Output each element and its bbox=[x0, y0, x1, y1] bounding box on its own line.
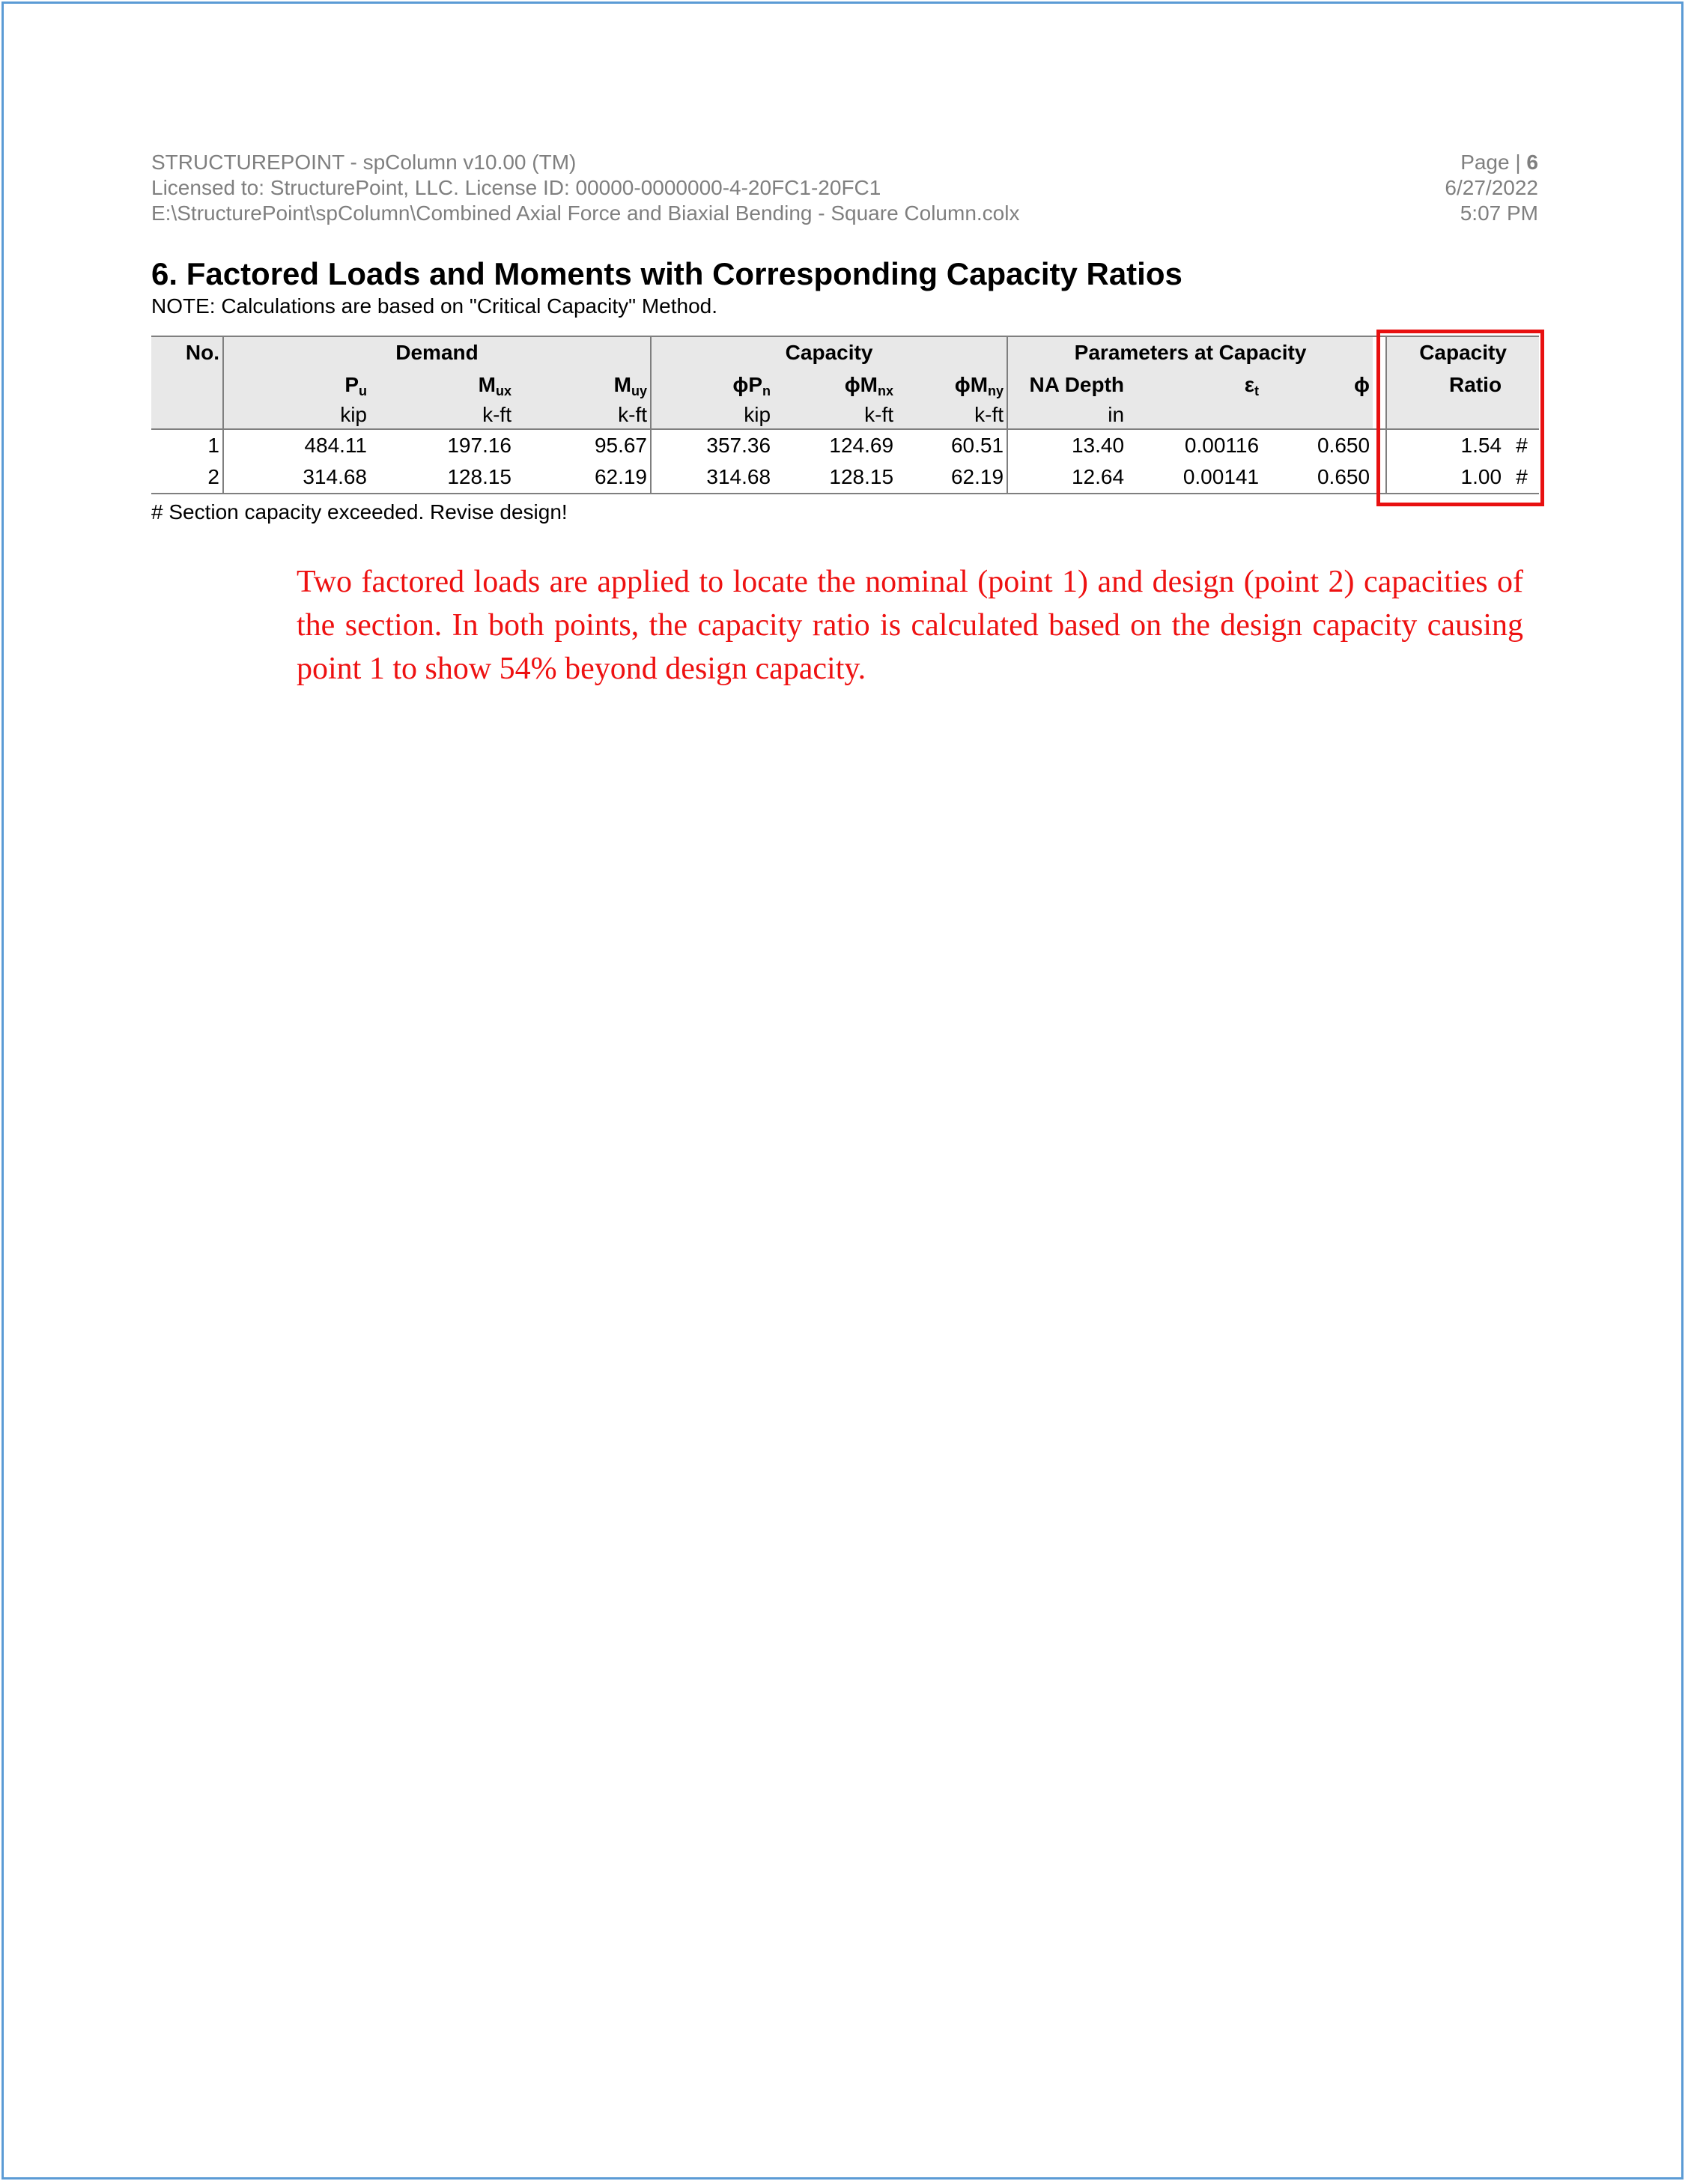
phimny-unit: k-ft bbox=[896, 401, 1007, 429]
page-frame bbox=[1, 1, 1684, 2180]
eps-t-header: $\varepsilon_t$ bbox=[1127, 368, 1262, 401]
symbol-header-row bbox=[151, 368, 1539, 401]
group-header-row bbox=[151, 336, 1539, 368]
page-label: Page | bbox=[1460, 151, 1527, 174]
phimny-header: $\phi M_{ny}$ bbox=[896, 368, 1007, 401]
muy-unit: k-ft bbox=[514, 401, 651, 429]
units-header-row bbox=[151, 401, 1539, 429]
section-title: 6. Factored Loads and Moments with Corresponding Capacity Ratios bbox=[151, 256, 1182, 291]
mux-header: $M_{ux}$ bbox=[370, 368, 514, 401]
capacity-ratio: 1.00 bbox=[1386, 461, 1505, 494]
report-date: 6/27/2022 bbox=[1445, 176, 1538, 199]
pu-header: $P_u$ bbox=[223, 368, 370, 401]
phipn-header: $\phi P_n$ bbox=[651, 368, 774, 401]
pu-unit: kip bbox=[223, 401, 370, 429]
phimnx-header: $\phi M_{nx}$ bbox=[774, 368, 896, 401]
phimnx-unit: k-ft bbox=[774, 401, 896, 429]
method-note: NOTE: Calculations are based on "Critical Capacity" Method. bbox=[151, 294, 717, 318]
capacity-ratio: 1.54 bbox=[1386, 429, 1505, 461]
header-license: Licensed to: StructurePoint, LLC. License ID: 00000-0000000-4-20FC1-20FC1 bbox=[151, 176, 881, 199]
phi-header: ϕ bbox=[1262, 368, 1373, 401]
header-page-info bbox=[1445, 150, 1538, 226]
phipn-unit: kip bbox=[651, 401, 774, 429]
ratio-header-line2: Ratio bbox=[1386, 368, 1505, 401]
ratio-header-line1: Capacity bbox=[1386, 336, 1539, 368]
muy-header: $M_{uy}$ bbox=[514, 368, 651, 401]
parameters-group-header: Parameters at Capacity bbox=[1007, 336, 1373, 368]
demand-group-header: Demand bbox=[223, 336, 651, 368]
report-time: 5:07 PM bbox=[1460, 201, 1538, 225]
na-depth-header: NA Depth bbox=[1007, 368, 1127, 401]
capacity-group-header: Capacity bbox=[651, 336, 1007, 368]
row-no: 1 bbox=[207, 434, 219, 457]
col-no-header: No. bbox=[151, 336, 223, 368]
exceeded-flag: # bbox=[1516, 434, 1528, 457]
header-file-path: E:\StructurePoint\spColumn\Combined Axial Force and Biaxial Bending - Square Column.colx bbox=[151, 201, 1020, 225]
header-info bbox=[151, 150, 1019, 226]
capacity-ratio-highlight-box bbox=[1376, 330, 1544, 506]
row-no: 2 bbox=[151, 461, 223, 494]
page-indicator bbox=[1445, 150, 1538, 175]
results-table bbox=[151, 336, 1539, 494]
table-row: 2 314.68 128.15 62.19 314.68 128.15 62.19 12.64 0.00141 0.650 1.00 # bbox=[151, 461, 1539, 494]
footnote: # Section capacity exceeded. Revise design! bbox=[151, 500, 568, 524]
table-row: 1 484.11 197.16 95.67 357.36 124.69 60.51 13.40 0.00116 0.650 1.54 # bbox=[151, 429, 1539, 461]
report-header bbox=[151, 150, 1538, 228]
page-number: 6 bbox=[1526, 151, 1538, 174]
exceeded-flag: # bbox=[1505, 461, 1539, 494]
mux-unit: k-ft bbox=[370, 401, 514, 429]
header-program: STRUCTUREPOINT - spColumn v10.00 (TM) bbox=[151, 151, 577, 174]
annotation-text: Two factored loads are applied to locate the nominal (point 1) and design (point 2) capacities of the section. In both points, the capacity ratio is calculated based on the design capacity causing point 1 to show 54% beyond design capacity. bbox=[297, 565, 1523, 686]
na-depth-unit: in bbox=[1007, 401, 1127, 429]
